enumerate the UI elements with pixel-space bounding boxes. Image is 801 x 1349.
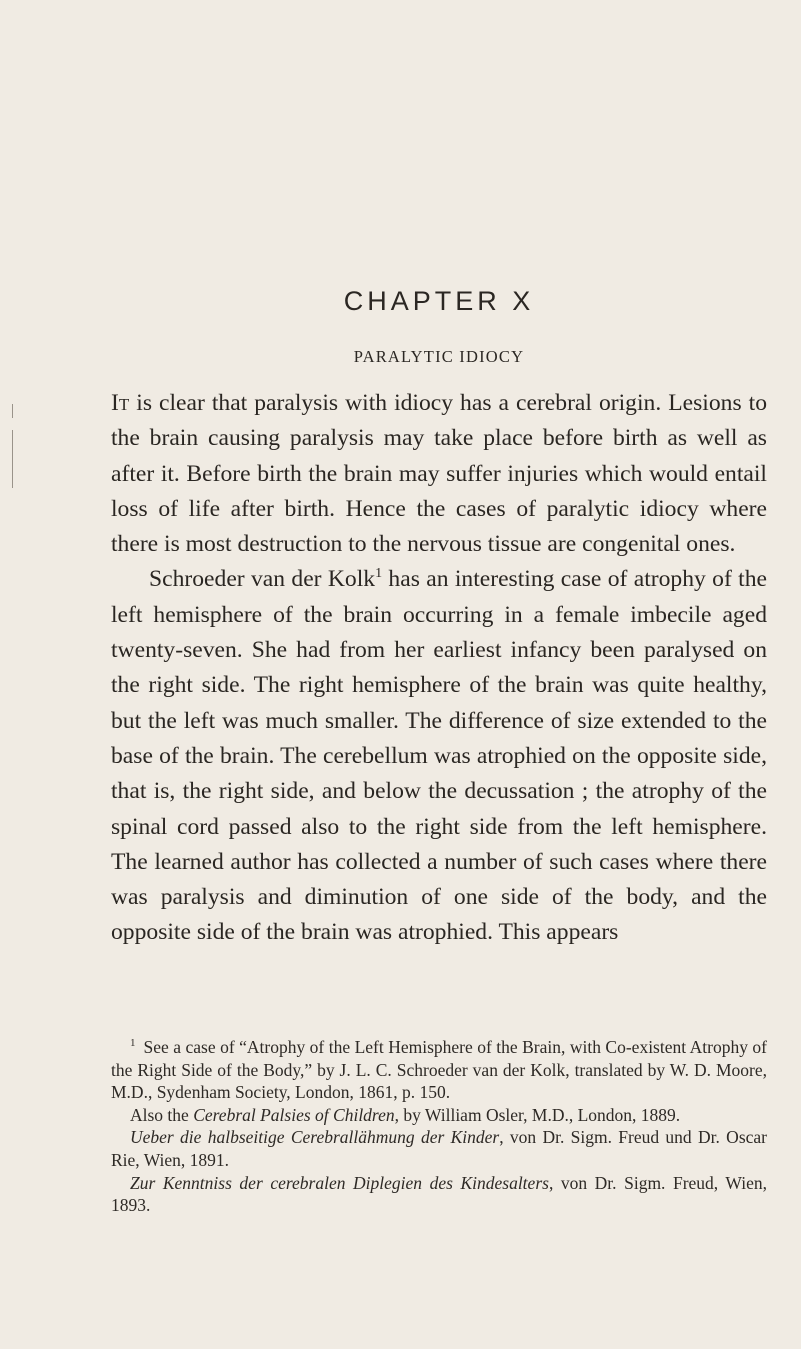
footnote [111,1036,767,1104]
footnote-text: , by William Osler, M.D., London, 1889. [394,1104,681,1125]
paragraph-text: has an interesting case of atrophy of the left hemisphere of the brain occurring in a female imbecile aged twenty-seven. She had from her earliest infancy been paralysed on the right side. The right hemisphere of the brain was quite healthy, but the left was much smaller. The difference of size extended to the base of the brain. The cerebellum was atrophied on the opposite side, that is, the right side, and below the decussation ; the atrophy of the spinal cord passed also to the right side from the left hemisphere. The learned author has collected a number of such cases where there was paralysis and diminution of one side of the body, and the opposite side of the brain was atrophied. This appears [111,566,767,946]
footnote-text: See a case of “Atrophy of the Left Hemisphere of the Brain, with Co-existent Atrophy of the Right Side of the Body,” by J. L. C. Schroeder van der Kolk, translated by W. D. Moore, M.D., Sydenham Society, London, 1861, p. 150. [111,1037,767,1103]
paragraph-lead: It [111,390,130,416]
footnote-citation-title: Zur Kenntniss der cerebralen Diplegien des Kindesalters [130,1172,549,1193]
paragraph-text: is clear that paralysis with idiocy has a cerebral origin. Lesions to the brain causing paralysis may take place before birth as well as after it. Before birth the brain may suffer injuries which would entail loss of life after birth. Hence the cases of paralytic idiocy where there is most destruction to the nervous tissue are congenital ones. [111,390,767,558]
footnote [111,1126,767,1171]
footnote-citation-title: Ueber die halbseitige Cerebrallähmung der Kinder [130,1127,500,1148]
chapter-title: PARALYTIC IDIOCY [353,347,525,366]
footnote-marker: 1 [130,1037,136,1050]
footnote [111,1104,767,1127]
margin-mark [12,404,13,418]
footnote [111,1172,767,1217]
footnote-reference: 1 [375,566,383,582]
footnotes [111,1036,767,1217]
paragraph-text: Schroeder van der Kolk [149,566,376,593]
footnote-text: , von Dr. Sigm. Freud und Dr. Oscar Rie, Wien, 1891. [111,1127,767,1170]
footnote-text: , von Dr. Sigm. Freud, Wien, 1893. [111,1172,767,1216]
body-text [111,386,767,951]
footnote-text: Also the [130,1104,194,1125]
paragraph [111,386,767,562]
chapter-heading: CHAPTER X [343,286,535,316]
footnote-citation-title: Cerebral Palsies of Children [193,1104,395,1125]
margin-mark [12,430,13,488]
paragraph [111,562,767,950]
